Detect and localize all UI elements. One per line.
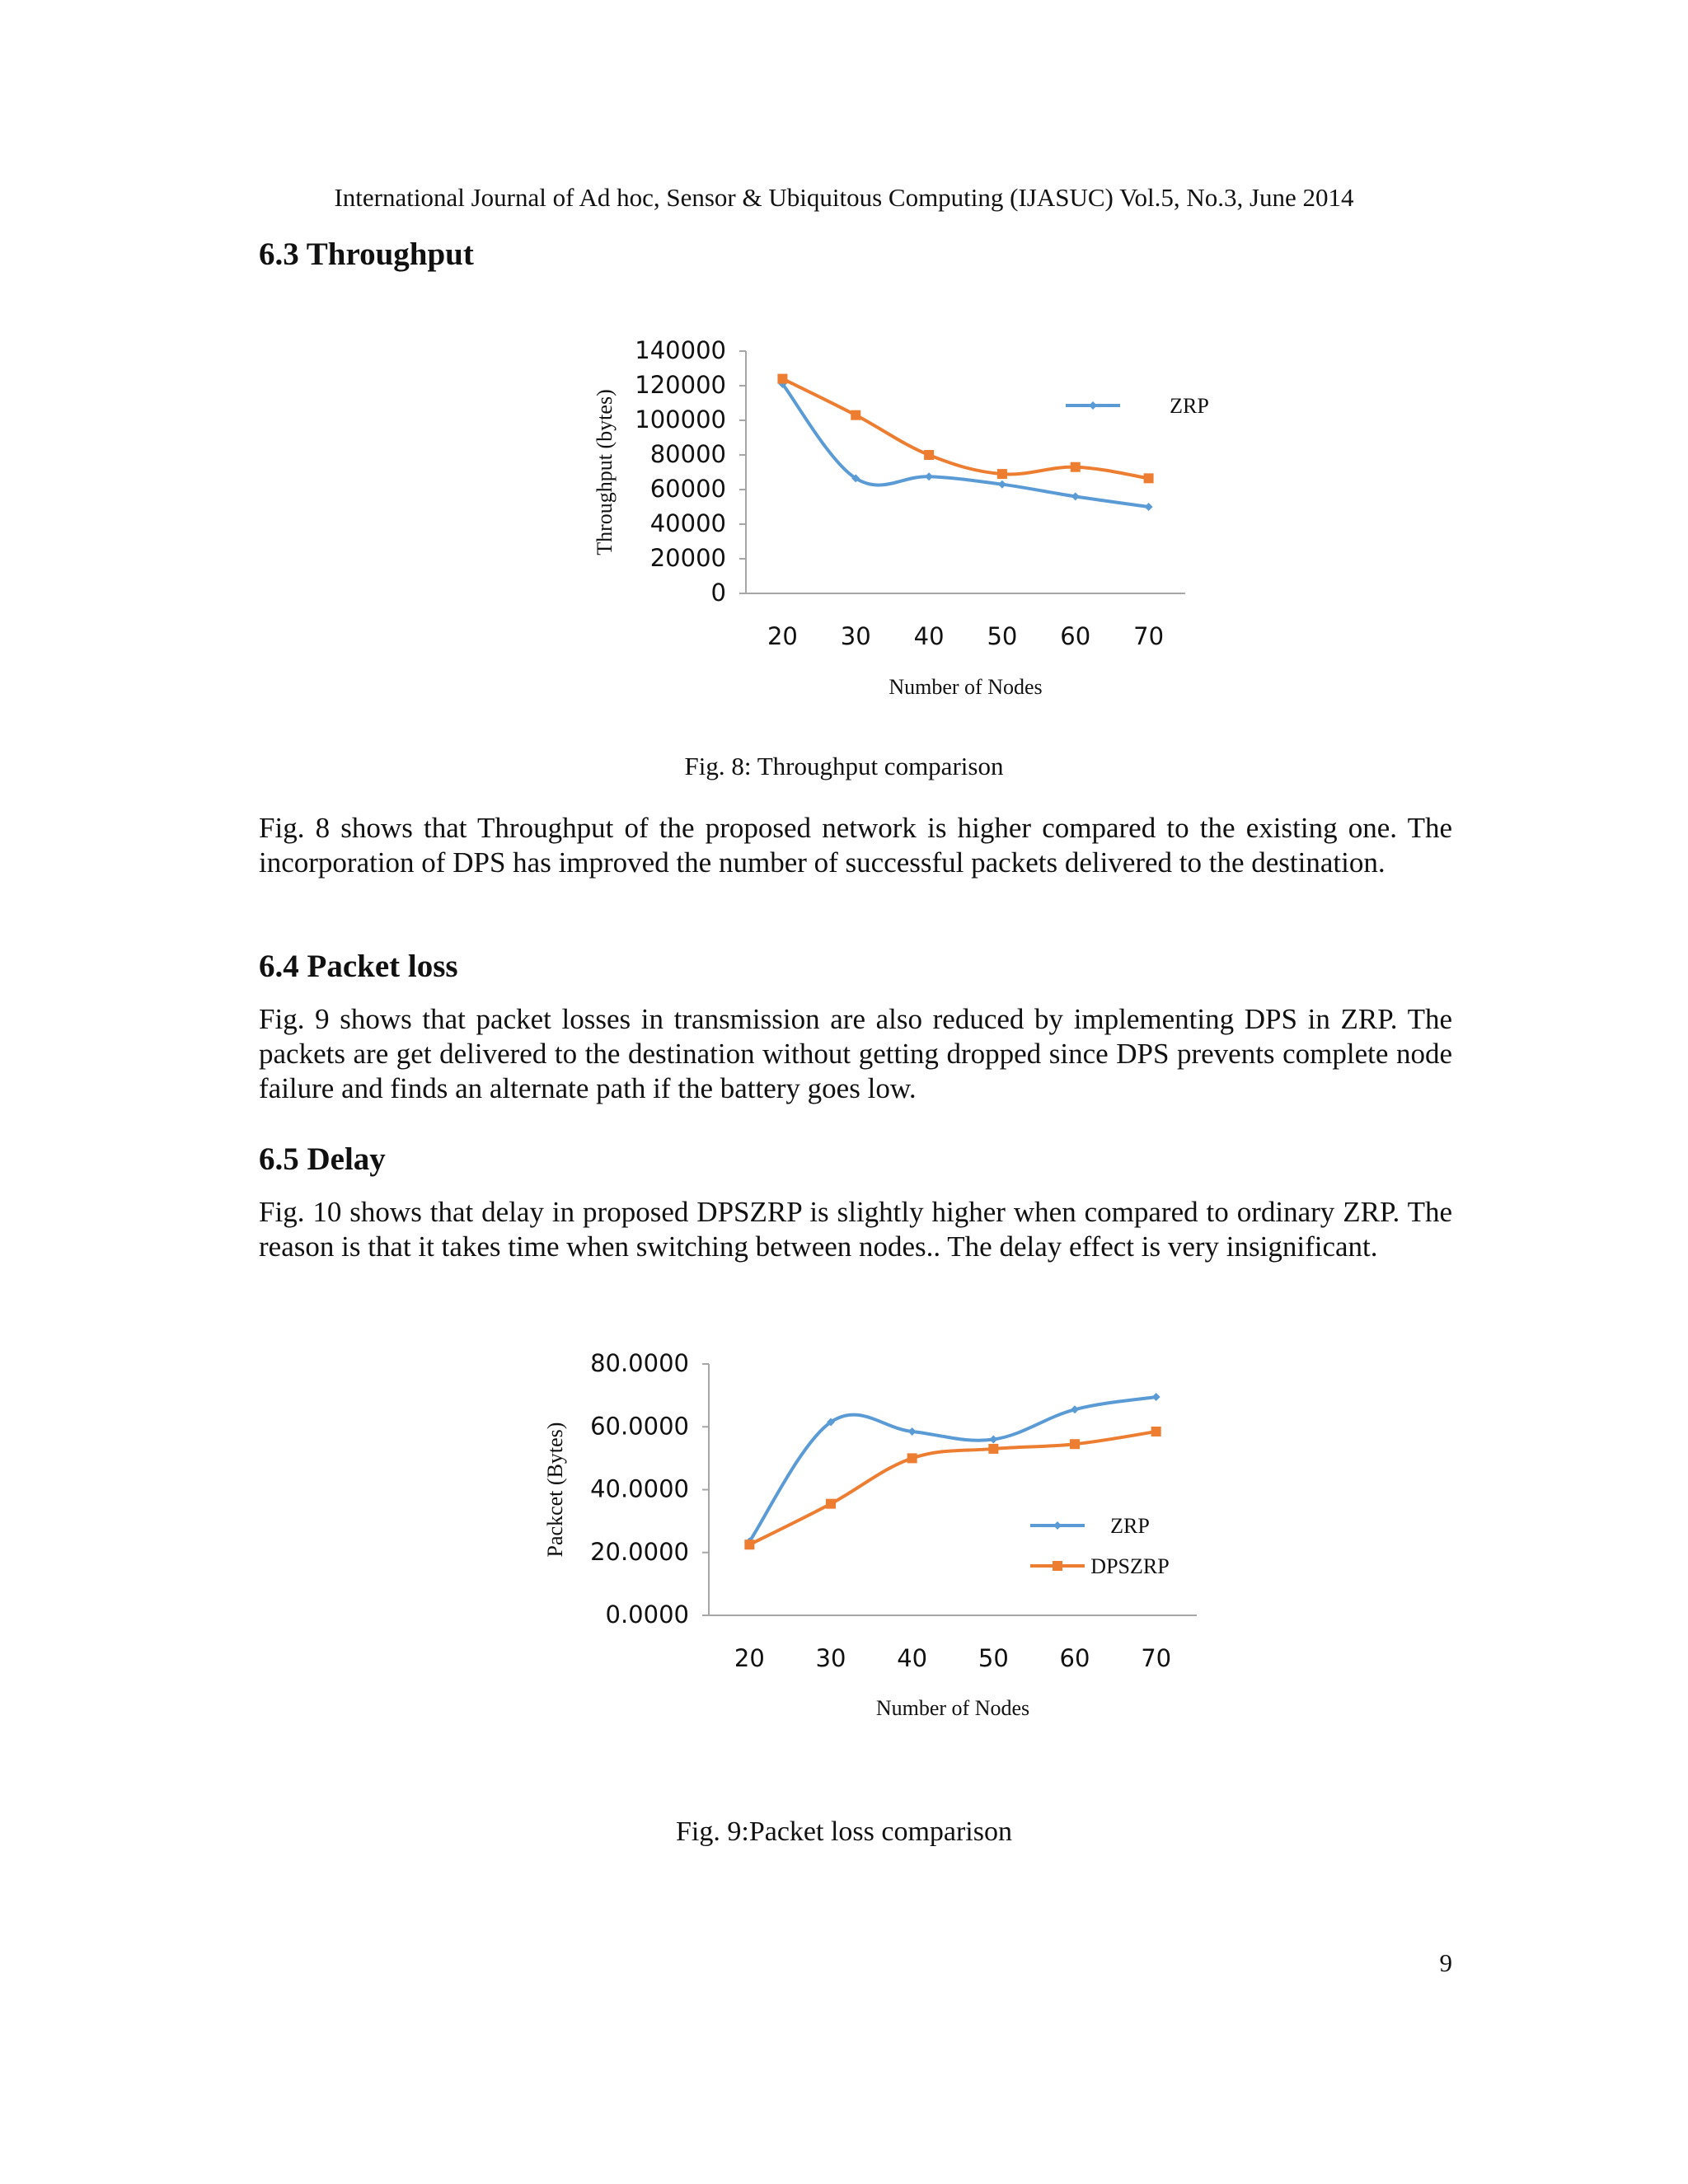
y-tick-label: 80000 <box>649 440 726 468</box>
series-zrp <box>745 1393 1160 1545</box>
data-point-zrp <box>925 472 933 480</box>
data-point-zrp <box>1145 503 1153 511</box>
data-point-dpszrp <box>997 469 1007 479</box>
x-tick-label: 30 <box>815 1644 846 1672</box>
y-tick-label: 120000 <box>635 371 726 399</box>
y-tick-label: 40000 <box>649 509 726 537</box>
data-point-zrp <box>989 1436 997 1444</box>
data-point-zrp <box>998 480 1006 489</box>
legend-label: DPSZRP <box>1090 1554 1170 1578</box>
data-point-dpszrp <box>1071 462 1081 472</box>
data-point-dpszrp <box>744 1540 754 1549</box>
fig9-caption: Fig. 9:Packet loss comparison <box>676 1816 1012 1847</box>
x-tick-label: 20 <box>734 1644 765 1672</box>
section-heading-delay: 6.5 Delay <box>259 1141 386 1177</box>
data-point-dpszrp <box>924 450 934 460</box>
x-tick-label: 70 <box>1133 622 1165 650</box>
y-tick-label: 0.0000 <box>605 1601 689 1629</box>
data-point-dpszrp <box>1151 1427 1161 1436</box>
data-point-zrp <box>1071 1405 1079 1413</box>
x-axis-title: Number of Nodes <box>875 1696 1030 1720</box>
legend-marker <box>1053 1561 1062 1571</box>
x-tick-label: 60 <box>1060 622 1091 650</box>
x-axis-title: Number of Nodes <box>889 675 1043 699</box>
y-tick-label: 60.0000 <box>590 1412 689 1441</box>
x-tick-label: 20 <box>767 622 798 650</box>
packet-loss-paragraph: Fig. 9 shows that packet losses in transmission are also reduced by implementing DPS in ZRP. The packets are get delivered to the destination without getting dropped since DPS prevents complete node failure and finds an alternate path if the battery goes low. <box>259 1003 1452 1104</box>
throughput-chart <box>577 330 1236 717</box>
series-line-zrp <box>749 1397 1156 1541</box>
x-tick-label: 40 <box>913 622 945 650</box>
y-tick-label: 40.0000 <box>590 1474 689 1503</box>
section-heading-packet-loss: 6.4 Packet loss <box>259 949 458 984</box>
data-point-dpszrp <box>1070 1439 1080 1449</box>
data-point-dpszrp <box>777 374 787 384</box>
legend-marker <box>1053 1521 1062 1530</box>
legend-label: ZRP <box>1110 1514 1150 1538</box>
y-tick-label: 20000 <box>649 544 726 572</box>
journal-header: International Journal of Ad hoc, Sensor & Ubiquitous Computing (IJASUC) Vol.5, No.3, June 2014 <box>334 183 1354 212</box>
x-tick-label: 50 <box>978 1644 1009 1672</box>
data-point-zrp <box>908 1427 917 1436</box>
delay-paragraph: Fig. 10 shows that delay in proposed DPSZRP is slightly higher when compared to ordinary ZRP. The reason is that it takes time when switching between nodes.. The delay effect is very insignificant. <box>259 1196 1452 1263</box>
series-dpszrp <box>777 374 1153 484</box>
y-tick-label: 80.0000 <box>590 1349 689 1377</box>
legend-label: ZRP <box>1170 394 1209 418</box>
data-point-zrp <box>1152 1393 1160 1401</box>
y-tick-label: 20.0000 <box>590 1537 689 1566</box>
data-point-dpszrp <box>907 1453 917 1463</box>
series-zrp <box>778 380 1152 511</box>
y-tick-label: 100000 <box>635 405 726 434</box>
data-point-dpszrp <box>988 1444 998 1454</box>
data-point-dpszrp <box>1144 473 1154 483</box>
data-point-dpszrp <box>826 1499 836 1509</box>
series-line-dpszrp <box>749 1432 1156 1544</box>
fig8-caption: Fig. 8: Throughput comparison <box>684 752 1004 780</box>
x-tick-label: 60 <box>1059 1644 1090 1672</box>
x-tick-label: 50 <box>987 622 1018 650</box>
x-tick-label: 30 <box>840 622 871 650</box>
legend-marker <box>1089 401 1097 410</box>
data-point-zrp <box>1071 492 1080 500</box>
data-point-dpszrp <box>851 410 860 420</box>
packet-loss-chart <box>544 1339 1236 1735</box>
throughput-paragraph: Fig. 8 shows that Throughput of the proposed network is higher compared to the existing one. The incorporation of DPS has improved the number of successful packets delivered to the destination. <box>259 812 1452 879</box>
y-axis-title: Throughput (bytes) <box>593 389 617 555</box>
x-tick-label: 40 <box>897 1644 928 1672</box>
y-tick-label: 0 <box>710 579 726 607</box>
x-tick-label: 70 <box>1141 1644 1172 1672</box>
y-tick-label: 60000 <box>649 475 726 503</box>
y-axis-title: Packcet (Bytes) <box>543 1422 567 1558</box>
page-number: 9 <box>1439 1948 1452 1977</box>
section-heading-throughput: 6.3 Throughput <box>259 237 474 272</box>
y-tick-label: 140000 <box>635 336 726 364</box>
